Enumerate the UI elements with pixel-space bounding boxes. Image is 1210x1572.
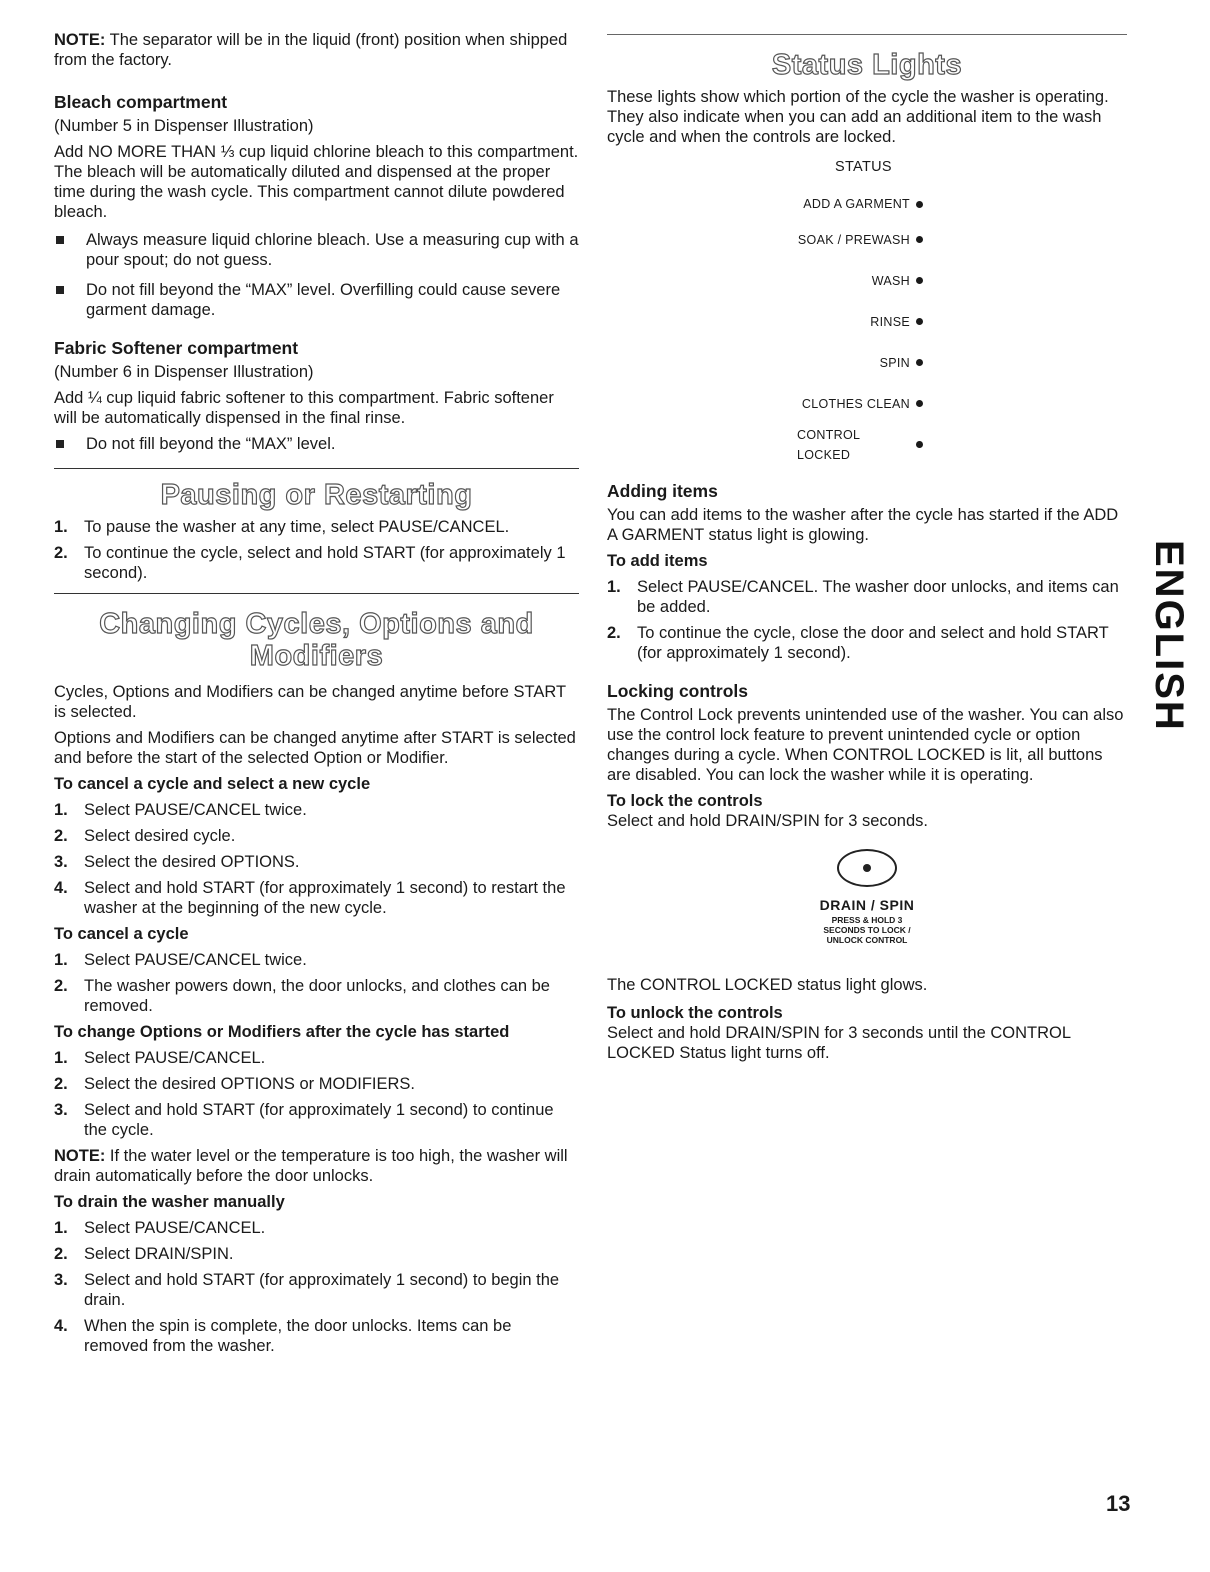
unlock-body: Select and hold DRAIN/SPIN for 3 seconds until the CONTROL LOCKED Status light turns off. (607, 1024, 1071, 1062)
left-column (54, 30, 579, 1356)
list-item: 3. Select the desired OPTIONS. (54, 853, 300, 871)
lock-subheading: To lock the controls (607, 792, 763, 810)
locking-body: The Control Lock prevents unintended use of the washer. You can also use the control lock feature to prevent unintended cycle or option changes during a cycle. When CONTROL LOCKED is lit, all buttons are disabled. You can lock the washer while it is operating. (607, 706, 1124, 784)
language-side-tab: ENGLISH (1147, 540, 1191, 732)
list-item: 3. Select and hold START (for approximately 1 second) to begin the drain. (54, 1271, 560, 1309)
change-options-heading: To change Options or Modifiers after the cycle has started (54, 1023, 510, 1041)
list-item: 2. To continue the cycle, close the door and select and hold START (for approximately 1 second). (607, 624, 1109, 662)
page-number: 13 (1106, 1491, 1131, 1516)
square-bullet-icon (56, 440, 64, 448)
right-column (607, 30, 1127, 1063)
status-panel-title: STATUS (835, 159, 892, 175)
section-divider (607, 34, 1127, 35)
unlock-subheading: To unlock the controls (607, 1004, 783, 1022)
drain-heading: To drain the washer manually (54, 1193, 285, 1211)
status-light-spin: SPIN (797, 342, 923, 383)
list-item: 2. Select the desired OPTIONS or MODIFIERS. (54, 1075, 416, 1093)
status-lights-title: Status Lights (771, 49, 963, 81)
list-item: 1. Select PAUSE/CANCEL. (54, 1219, 266, 1237)
softener-bullet-1: Do not fill beyond the “MAX” level. (54, 434, 579, 454)
pausing-title: Pausing or Restarting (160, 479, 473, 511)
list-item: 1. Select PAUSE/CANCEL. (54, 1049, 266, 1067)
status-light-indicator-icon (916, 400, 923, 407)
lock-body: Select and hold DRAIN/SPIN for 3 seconds. (607, 812, 928, 830)
cancel-new-steps (54, 800, 579, 918)
list-item: 4. When the spin is complete, the door unlocks. Items can be removed from the washer. (54, 1317, 512, 1355)
status-light-wash: WASH (797, 260, 923, 301)
drain-steps (54, 1218, 579, 1356)
status-lights-body: These lights show which portion of the cycle the washer is operating. They also indicate when you can add an additional item to the wash cycle and when the controls are locked. (607, 88, 1109, 146)
bleach-subtitle: (Number 5 in Dispenser Illustration) (54, 117, 314, 135)
list-item: 1. Select PAUSE/CANCEL twice. (54, 951, 307, 969)
status-light-rinse: RINSE (797, 301, 923, 342)
status-light-add-garment: ADD A GARMENT (797, 189, 923, 219)
bleach-bullet-1: Always measure liquid chlorine bleach. Use a measuring cup with a pour spout; do not guess. (54, 230, 579, 270)
drain-spin-sublabel-2: SECONDS TO LOCK / (823, 925, 911, 935)
changing-title: Changing Cycles, Options and Modifiers (99, 608, 534, 672)
section-divider (54, 468, 579, 469)
status-light-indicator-icon (916, 236, 923, 243)
drain-spin-sublabel-3: UNLOCK CONTROL (826, 935, 908, 945)
shipping-note: NOTE: The separator will be in the liquid (front) position when shipped from the factory. (54, 31, 568, 69)
changing-intro-1: Cycles, Options and Modifiers can be changed anytime before START is selected. (54, 683, 566, 721)
square-bullet-icon (56, 236, 64, 244)
cancel-heading: To cancel a cycle (54, 925, 189, 943)
cancel-new-heading: To cancel a cycle and select a new cycle (54, 775, 371, 793)
list-item: 1. Select PAUSE/CANCEL. The washer door unlocks, and items can be added. (607, 578, 1119, 616)
cancel-steps (54, 950, 579, 1016)
list-item: 4. Select and hold START (for approximately 1 second) to restart the washer at the beginning of the new cycle. (54, 879, 566, 917)
drain-spin-sublabel-1: PRESS & HOLD 3 (831, 915, 903, 925)
bleach-bullet-2: Do not fill beyond the “MAX” level. Overfilling could cause severe garment damage. (54, 280, 579, 320)
drain-spin-button-icon (837, 849, 897, 887)
list-item: 2. The washer powers down, the door unlocks, and clothes can be removed. (54, 977, 550, 1015)
bleach-heading: Bleach compartment (54, 92, 228, 112)
list-item: 2. Select desired cycle. (54, 827, 236, 845)
drain-spin-button-illustration (607, 849, 1127, 945)
list-item: 1. Select PAUSE/CANCEL twice. (54, 801, 307, 819)
status-light-control-locked: CONTROL LOCKED (797, 424, 923, 465)
list-item: 1. To pause the washer at any time, select PAUSE/CANCEL. (54, 518, 510, 536)
softener-heading: Fabric Softener compartment (54, 338, 299, 358)
status-light-indicator-icon (916, 277, 923, 284)
changing-intro-2: Options and Modifiers can be changed anytime after START is selected and before the start of the selected Option or Modifier. (54, 729, 576, 767)
drain-note: NOTE: If the water level or the temperature is too high, the washer will drain automatically before the door unlocks. (54, 1147, 568, 1185)
status-light-soak-prewash: SOAK / PREWASH (797, 219, 923, 260)
softener-subtitle: (Number 6 in Dispenser Illustration) (54, 363, 314, 381)
locking-heading: Locking controls (607, 681, 748, 701)
button-dot-icon (863, 864, 871, 872)
status-light-indicator-icon (916, 318, 923, 325)
add-items-subheading: To add items (607, 552, 708, 570)
list-item: 3. Select and hold START (for approximately 1 second) to continue the cycle. (54, 1101, 554, 1139)
status-light-indicator-icon (916, 441, 923, 448)
bleach-body: Add NO MORE THAN ⅓ cup liquid chlorine bleach to this compartment. The bleach will be automatically diluted and dispensed at the proper time during the wash cycle. This compartment cannot dilute powdered bleach. (54, 143, 579, 221)
section-divider (54, 593, 579, 594)
pausing-steps (54, 517, 579, 583)
adding-items-body: You can add items to the washer after the cycle has started if the ADD A GARMENT status light is glowing. (607, 506, 1119, 544)
softener-body: Add ¼ cup liquid fabric softener to this compartment. Fabric softener will be automatically dispensed in the final rinse. (54, 389, 554, 427)
add-items-steps (607, 577, 1127, 663)
status-light-clothes-clean: CLOTHES CLEAN (797, 383, 923, 424)
list-item: 2. Select DRAIN/SPIN. (54, 1245, 234, 1263)
status-light-indicator-icon (916, 359, 923, 366)
square-bullet-icon (56, 286, 64, 294)
status-light-indicator-icon (916, 201, 923, 208)
list-item: 2. To continue the cycle, select and hold START (for approximately 1 second). (54, 544, 566, 582)
adding-items-heading: Adding items (607, 481, 718, 501)
change-options-steps (54, 1048, 579, 1140)
control-locked-glows: The CONTROL LOCKED status light glows. (607, 976, 928, 994)
drain-spin-label: DRAIN / SPIN (819, 897, 915, 913)
status-panel (607, 157, 1127, 465)
